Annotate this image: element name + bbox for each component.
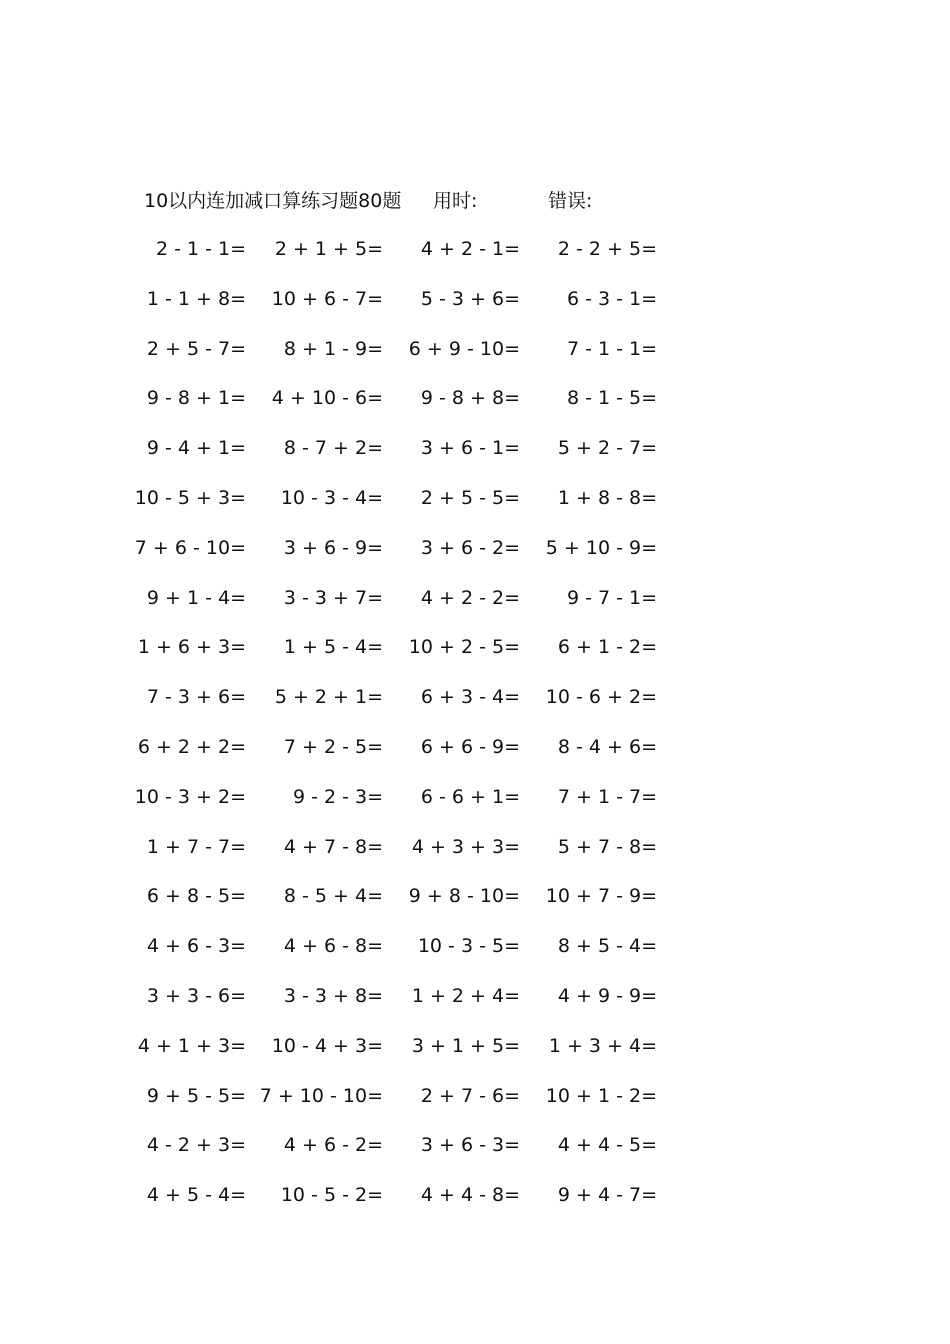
problem-item: 3 + 1 + 5=: [411, 1035, 520, 1057]
problem-item: 9 - 2 - 3=: [292, 786, 383, 808]
problem-item: 6 + 1 - 2=: [557, 636, 657, 658]
problem-item: 2 - 2 + 5=: [557, 238, 657, 260]
problem-item: 4 + 7 - 8=: [283, 836, 383, 858]
problem-item: 5 + 7 - 8=: [557, 836, 657, 858]
problem-item: 6 + 6 - 9=: [420, 736, 520, 758]
problem-item: 2 + 5 - 5=: [420, 487, 520, 509]
problem-item: 2 + 7 - 6=: [420, 1085, 520, 1107]
problem-item: 9 + 8 - 10=: [408, 885, 520, 907]
problem-item: 4 + 2 - 2=: [420, 587, 520, 609]
problem-item: 5 + 10 - 9=: [545, 537, 657, 559]
problem-item: 7 + 1 - 7=: [557, 786, 657, 808]
problem-item: 6 + 8 - 5=: [146, 885, 246, 907]
problem-item: 1 + 2 + 4=: [411, 985, 520, 1007]
problem-item: 9 + 5 - 5=: [146, 1085, 246, 1107]
problem-item: 9 - 8 + 1=: [146, 387, 246, 409]
time-label: 用时:: [433, 190, 478, 212]
problem-item: 6 - 3 - 1=: [566, 288, 657, 310]
problem-item: 4 + 3 + 3=: [411, 836, 520, 858]
problem-item: 8 - 1 - 5=: [566, 387, 657, 409]
problem-item: 10 - 3 - 4=: [280, 487, 383, 509]
problem-item: 4 + 4 - 5=: [557, 1134, 657, 1156]
problem-item: 6 - 6 + 1=: [420, 786, 520, 808]
problem-item: 3 - 3 + 7=: [283, 587, 383, 609]
problem-item: 4 + 2 - 1=: [420, 238, 520, 260]
problem-item: 10 - 4 + 3=: [271, 1035, 383, 1057]
problem-item: 1 + 6 + 3=: [137, 636, 246, 658]
problem-item: 6 + 2 + 2=: [137, 736, 246, 758]
problem-item: 4 + 6 - 3=: [146, 935, 246, 957]
problem-item: 6 + 9 - 10=: [408, 338, 520, 360]
worksheet-title: 10以内连加减口算练习题80题: [144, 190, 402, 212]
errors-label: 错误:: [548, 190, 593, 212]
problem-item: 9 + 4 - 7=: [557, 1184, 657, 1206]
problem-item: 4 - 2 + 3=: [146, 1134, 246, 1156]
problem-item: 7 + 2 - 5=: [283, 736, 383, 758]
problem-item: 9 - 7 - 1=: [566, 587, 657, 609]
problem-item: 9 + 1 - 4=: [146, 587, 246, 609]
problem-item: 5 + 2 - 7=: [557, 437, 657, 459]
problem-item: 8 + 1 - 9=: [283, 338, 383, 360]
problem-item: 10 - 6 + 2=: [545, 686, 657, 708]
problem-item: 1 + 3 + 4=: [548, 1035, 657, 1057]
problem-item: 2 + 1 + 5=: [274, 238, 383, 260]
worksheet-header: [0, 186, 950, 214]
problem-item: 8 - 7 + 2=: [283, 437, 383, 459]
problem-item: 10 - 3 + 2=: [134, 786, 246, 808]
problem-item: 4 + 10 - 6=: [271, 387, 383, 409]
problem-item: 4 + 1 + 3=: [137, 1035, 246, 1057]
problem-item: 3 - 3 + 8=: [283, 985, 383, 1007]
problem-item: 3 + 6 - 3=: [420, 1134, 520, 1156]
problem-item: 7 - 3 + 6=: [146, 686, 246, 708]
problem-item: 3 + 3 - 6=: [146, 985, 246, 1007]
problem-item: 10 - 5 + 3=: [134, 487, 246, 509]
problem-item: 2 - 1 - 1=: [155, 238, 246, 260]
problem-item: 4 + 9 - 9=: [557, 985, 657, 1007]
problem-item: 7 + 6 - 10=: [134, 537, 246, 559]
problem-item: 3 + 6 - 1=: [420, 437, 520, 459]
problem-item: 5 - 3 + 6=: [420, 288, 520, 310]
problem-item: 5 + 2 + 1=: [274, 686, 383, 708]
problem-item: 7 - 1 - 1=: [566, 338, 657, 360]
problem-item: 1 + 7 - 7=: [146, 836, 246, 858]
problem-item: 1 + 8 - 8=: [557, 487, 657, 509]
problem-item: 8 + 5 - 4=: [557, 935, 657, 957]
problem-item: 10 - 5 - 2=: [280, 1184, 383, 1206]
problem-item: 10 + 2 - 5=: [408, 636, 520, 658]
problem-item: 2 + 5 - 7=: [146, 338, 246, 360]
problem-item: 4 + 4 - 8=: [420, 1184, 520, 1206]
problem-item: 10 + 7 - 9=: [545, 885, 657, 907]
problem-item: 8 - 5 + 4=: [283, 885, 383, 907]
problem-item: 3 + 6 - 9=: [283, 537, 383, 559]
problem-item: 6 + 3 - 4=: [420, 686, 520, 708]
problem-item: 4 + 5 - 4=: [146, 1184, 246, 1206]
problem-item: 9 - 8 + 8=: [420, 387, 520, 409]
problem-item: 10 + 1 - 2=: [545, 1085, 657, 1107]
problem-item: 10 - 3 - 5=: [417, 935, 520, 957]
problem-item: 10 + 6 - 7=: [271, 288, 383, 310]
problem-item: 3 + 6 - 2=: [420, 537, 520, 559]
problem-item: 7 + 10 - 10=: [259, 1085, 383, 1107]
problem-item: 9 - 4 + 1=: [146, 437, 246, 459]
problem-item: 8 - 4 + 6=: [557, 736, 657, 758]
problem-item: 1 - 1 + 8=: [146, 288, 246, 310]
problem-item: 1 + 5 - 4=: [283, 636, 383, 658]
problem-item: 4 + 6 - 8=: [283, 935, 383, 957]
problem-item: 4 + 6 - 2=: [283, 1134, 383, 1156]
